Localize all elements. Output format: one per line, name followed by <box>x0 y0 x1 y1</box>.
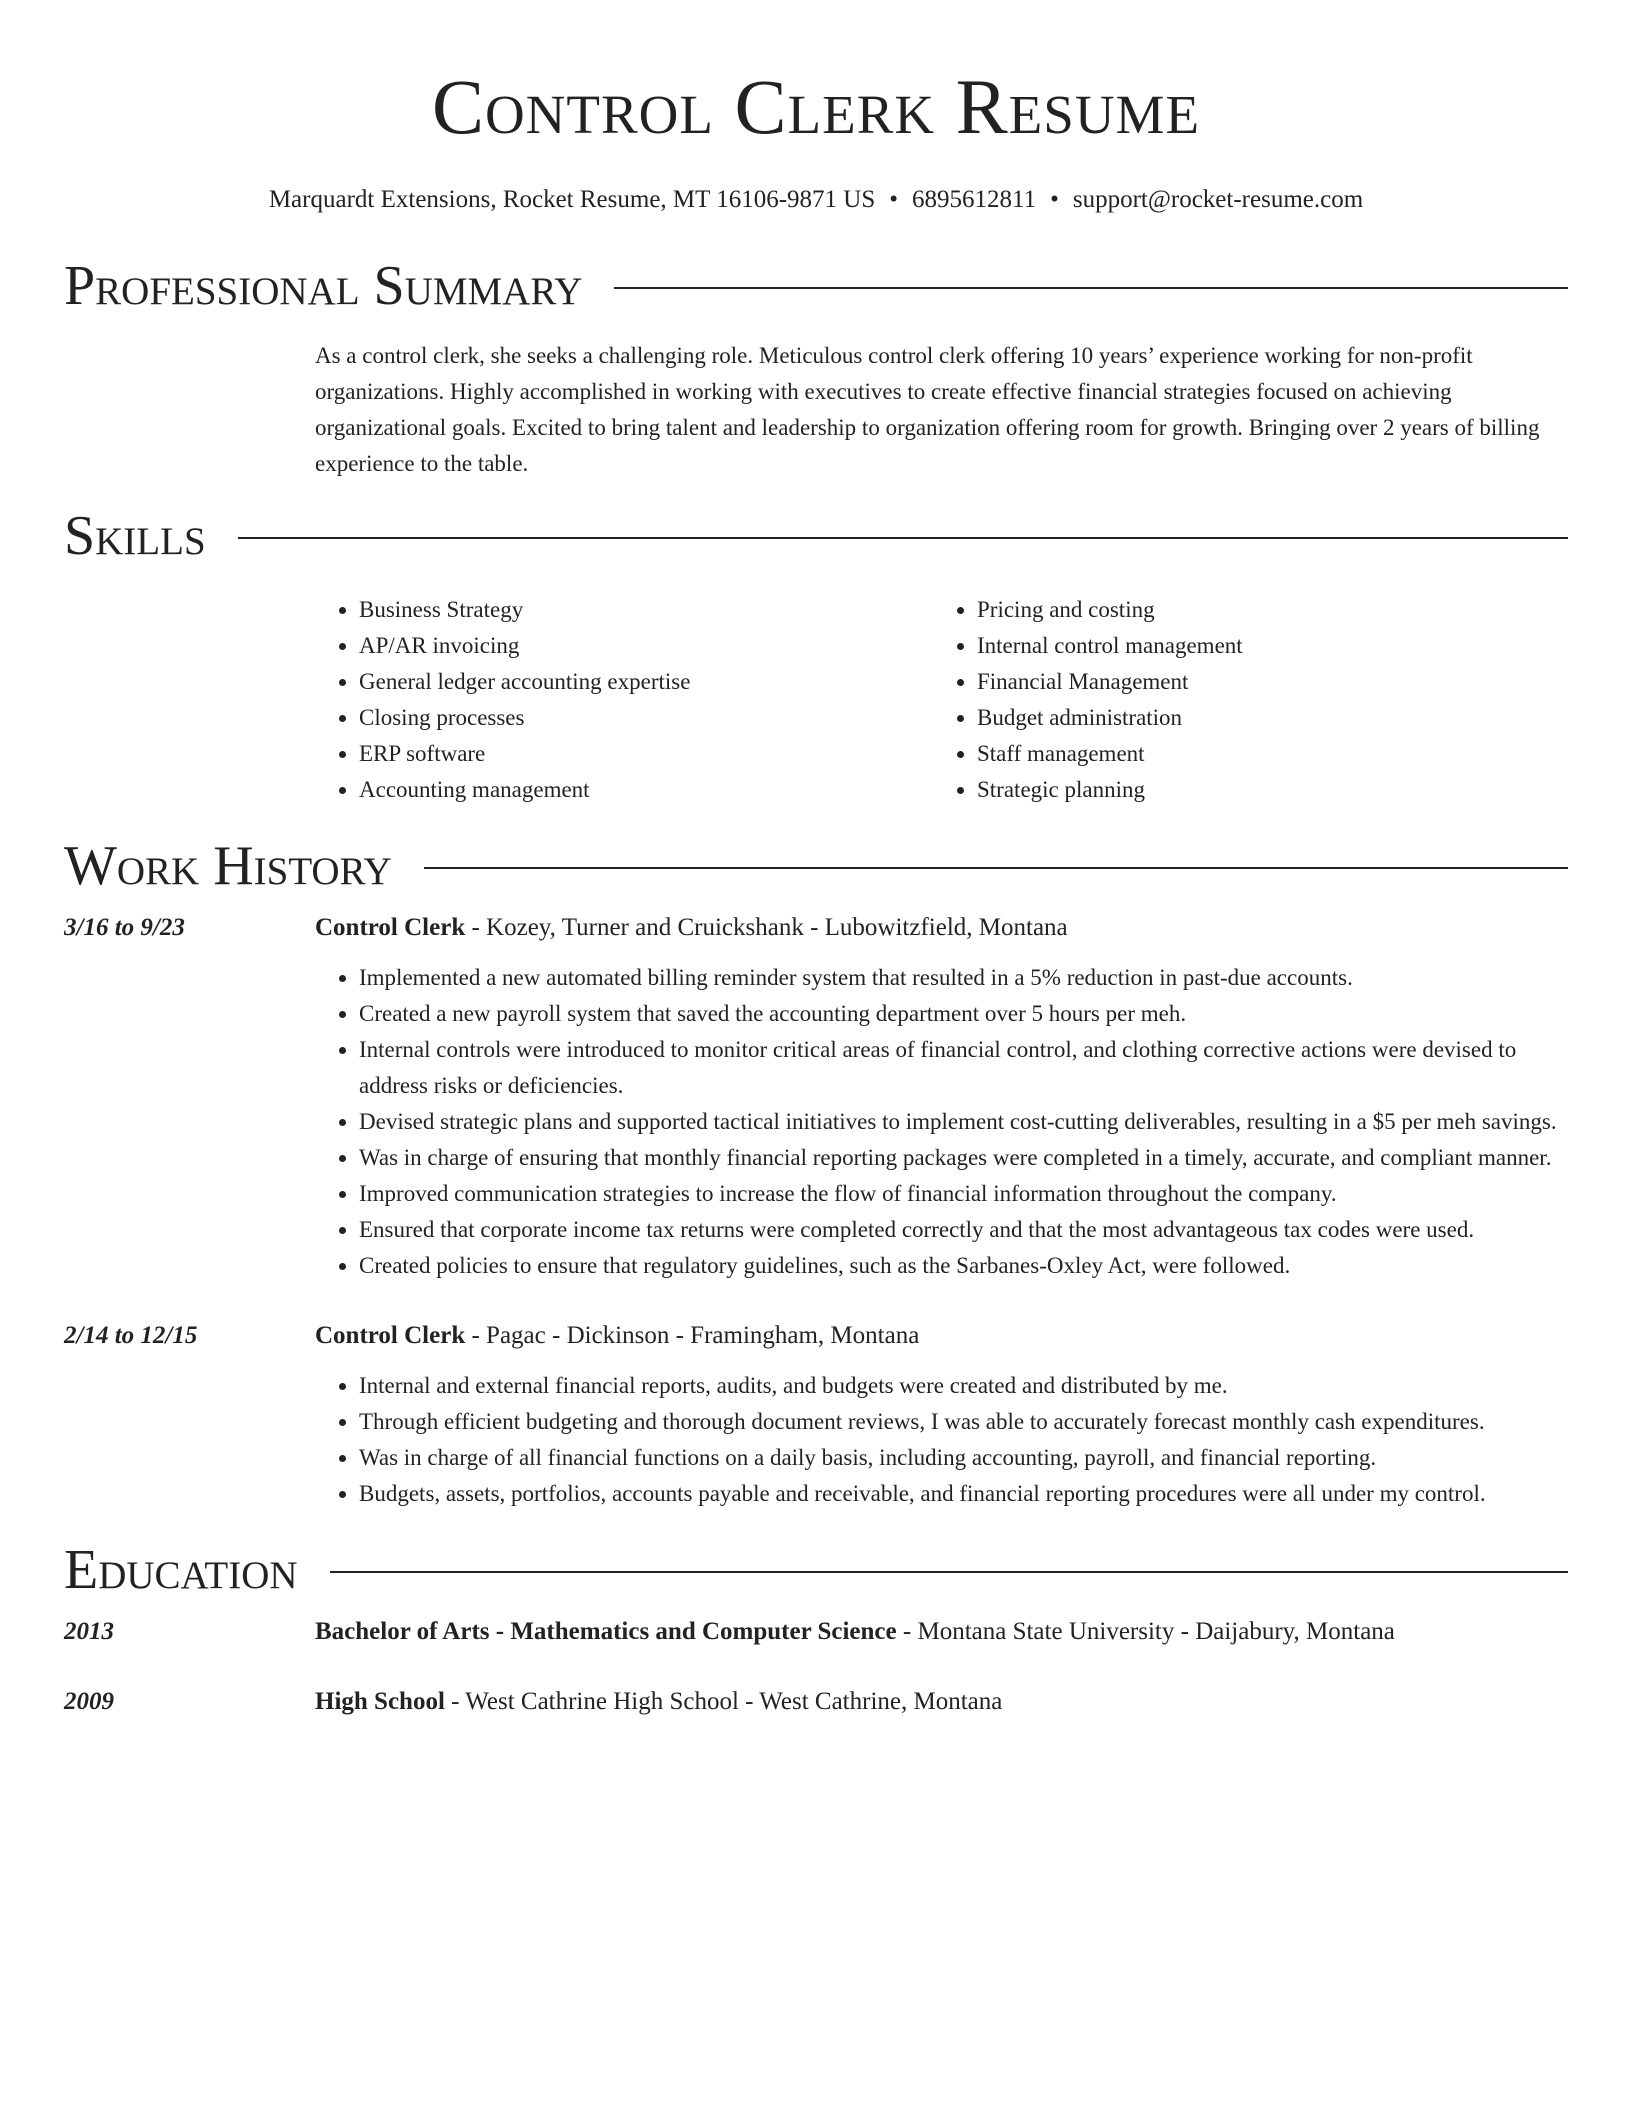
skill-item: • Internal control management <box>977 628 1551 664</box>
education-details <box>315 1614 1568 1650</box>
summary-heading: Professional Summary <box>64 255 583 317</box>
skill-item: • Accounting management <box>359 772 933 808</box>
job-bullet: • Was in charge of ensuring that monthly financial reporting packages were completed in a timely, accurate, and compliant manner. <box>359 1140 1568 1176</box>
skill-item: • Pricing and costing <box>977 592 1551 628</box>
job-bullet: • Created policies to ensure that regulatory guidelines, such as the Sarbanes-Oxley Act, were followed. <box>359 1248 1568 1284</box>
job-title: Control Clerk <box>315 1322 466 1349</box>
job-bullet: • Ensured that corporate income tax returns were completed correctly and that the most advantageous tax codes were used. <box>359 1212 1568 1248</box>
contact-address: Marquardt Extensions, Rocket Resume, MT 16106-9871 US <box>268 186 876 213</box>
job-heading <box>315 1318 1568 1354</box>
summary-section <box>64 254 1568 482</box>
skill-item: • Business Strategy <box>359 592 933 628</box>
education-entry <box>64 1684 1568 1720</box>
summary-text: As a control clerk, she seeks a challenging role. Meticulous control clerk offering 10 years’ experience working for non-profit organizations. Highly accomplished in working with executives to create effective financial strategies focused on achieving organizational goals. Excited to bring talent and leadership to organization offering room for growth. Bringing over 2 years of billing experience to the table. <box>315 343 1540 476</box>
skills-header <box>64 504 1568 568</box>
job-bullet: • Budgets, assets, portfolios, accounts payable and receivable, and financial reporting procedures were all under my control. <box>359 1476 1568 1512</box>
job-details <box>315 1318 1568 1512</box>
skill-item: • ERP software <box>359 736 933 772</box>
job-title: Control Clerk <box>315 914 466 941</box>
section-divider <box>238 537 1568 539</box>
job-employer: - Pagac - Dickinson - Framingham, Montana <box>465 1322 920 1349</box>
education-year: 2009 <box>64 1688 114 1715</box>
skill-item: • AP/AR invoicing <box>359 628 933 664</box>
job-bullet: • Internal controls were introduced to monitor critical areas of financial control, and clothing corrective actions were devised to address risks or deficiencies. <box>359 1032 1568 1104</box>
work-section <box>64 834 1568 1512</box>
education-details <box>315 1684 1568 1720</box>
work-header <box>64 834 1568 898</box>
contact-email: support@rocket-resume.com <box>1072 186 1364 213</box>
section-divider <box>424 867 1568 869</box>
education-degree: High School <box>315 1688 445 1715</box>
skill-item: • Strategic planning <box>977 772 1551 808</box>
education-heading: Education <box>64 1539 298 1601</box>
education-section <box>64 1538 1568 1720</box>
education-year: 2013 <box>64 1618 114 1645</box>
skill-item: • Staff management <box>977 736 1551 772</box>
contact-separator: • <box>1050 186 1059 213</box>
job-bullet: • Created a new payroll system that saved the accounting department over 5 hours per meh. <box>359 996 1568 1032</box>
skills-columns <box>315 592 1568 808</box>
contact-line <box>64 184 1568 216</box>
resume-title: Control Clerk Resume <box>431 63 1201 150</box>
job-bullets <box>315 960 1568 1284</box>
job-bullet: • Through efficient budgeting and thorough document reviews, I was able to accurately forecast monthly cash expenditures. <box>359 1404 1568 1440</box>
contact-separator: • <box>889 186 899 213</box>
job-bullets <box>315 1368 1568 1512</box>
education-header <box>64 1538 1568 1602</box>
job-bullet: • Improved communication strategies to increase the flow of financial information throughout the company. <box>359 1176 1568 1212</box>
education-school: - West Cathrine High School - West Cathrine, Montana <box>444 1688 1003 1715</box>
job-bullet: • Was in charge of all financial functions on a daily basis, including accounting, payroll, and financial reporting. <box>359 1440 1568 1476</box>
job-heading <box>315 910 1568 946</box>
skills-section <box>64 504 1568 808</box>
job-employer: - Kozey, Turner and Cruickshank - Lubowitzfield, Montana <box>465 914 1068 941</box>
education-entry <box>64 1614 1568 1650</box>
job-entry <box>64 910 1568 1284</box>
education-school: - Montana State University - Daijabury, Montana <box>896 1618 1395 1645</box>
skills-list-right <box>933 592 1551 808</box>
skill-item: • General ledger accounting expertise <box>359 664 933 700</box>
skills-heading: Skills <box>64 505 206 567</box>
education-degree: Bachelor of Arts - Mathematics and Computer Science <box>315 1618 897 1645</box>
section-divider <box>330 1571 1568 1573</box>
skill-item: • Closing processes <box>359 700 933 736</box>
job-bullet: • Devised strategic plans and supported tactical initiatives to implement cost-cutting deliverables, resulting in a $5 per meh savings. <box>359 1104 1568 1140</box>
summary-header <box>64 254 1568 318</box>
job-entry <box>64 1318 1568 1512</box>
skill-item: • Financial Management <box>977 664 1551 700</box>
skill-item: • Budget administration <box>977 700 1551 736</box>
job-bullet: • Implemented a new automated billing reminder system that resulted in a 5% reduction in past-due accounts. <box>359 960 1568 996</box>
job-details <box>315 910 1568 1284</box>
job-dates: 2/14 to 12/15 <box>64 1322 198 1349</box>
job-dates: 3/16 to 9/23 <box>64 914 185 941</box>
contact-phone: 6895612811 <box>912 186 1037 213</box>
section-divider <box>614 287 1568 289</box>
skills-list-left <box>315 592 933 808</box>
work-heading: Work History <box>64 835 392 897</box>
job-bullet: • Internal and external financial reports, audits, and budgets were created and distributed by me. <box>359 1368 1568 1404</box>
